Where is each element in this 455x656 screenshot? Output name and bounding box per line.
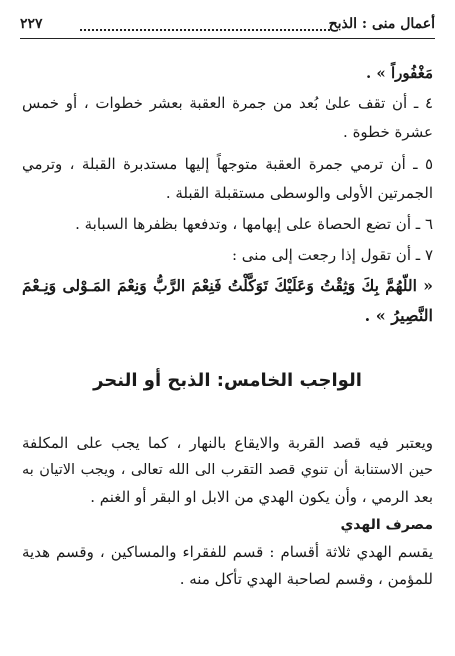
- header-rule: [20, 38, 435, 39]
- body-line: ٤ ـ أن تقف علىٰ بُعد من جمرة العقبة بعشر خطوات ، أو خمس: [22, 94, 433, 112]
- quote-line: « اللّهُمَّ بِكَ وَثِقْتُ وَعَلَيْكَ تَوَكَّلْتُ فَنِعْمَ الرَّبُّ وَنِعْمَ المَـوْلى وَنِـعْمَ: [22, 276, 433, 295]
- running-title: أعمال منى : الذبح: [328, 16, 435, 32]
- body-line: الجمرتين الأولى والوسطى مستقبلة القبلة .: [165, 184, 433, 202]
- subsection-line: يقسم الهدي ثلاثة أقسام : قسم للفقراء والمساكين ، وقسم هدية: [22, 543, 433, 561]
- running-header: [20, 16, 435, 36]
- body-line: ٦ ـ أن تضع الحصاة على إبهامها ، وتدفعها بظفرها السبابة .: [75, 215, 433, 233]
- subheading: مصرف الهدي: [340, 517, 433, 533]
- body-line: مَغْفُوراً » .: [365, 64, 433, 82]
- section-line: ويعتبر فيه قصد القربة والايقاع بالنهار ، كما يجب على المكلفة: [22, 434, 433, 452]
- leader-dots: [80, 19, 330, 31]
- body-line: ٧ ـ أن تقول إذا رجعت إلى منى :: [231, 246, 433, 264]
- section-line: حين الاستنابة أن تنوي قصد التقرب الى الله تعالى ، ويجب الاتيان به: [22, 462, 433, 478]
- section-line: بعد الرمي ، وأن يكون الهدي من الابل او البقر أو الغنم .: [90, 488, 433, 506]
- quote-line: النَّصِيرُ » .: [364, 306, 433, 325]
- subsection-line: للمؤمن ، وقسم لصاحبة الهدي تأكل منه .: [179, 570, 433, 588]
- body-line: ٥ ـ أن ترمي جمرة العقبة متوجهاً إليها مستدبرة القبلة ، وترمي: [22, 155, 433, 173]
- section-heading: الواجب الخامس: الذبح أو النحر: [93, 370, 362, 391]
- page-number: ٢٢٧: [20, 16, 43, 32]
- body-line: عشرة خطوة .: [343, 123, 433, 141]
